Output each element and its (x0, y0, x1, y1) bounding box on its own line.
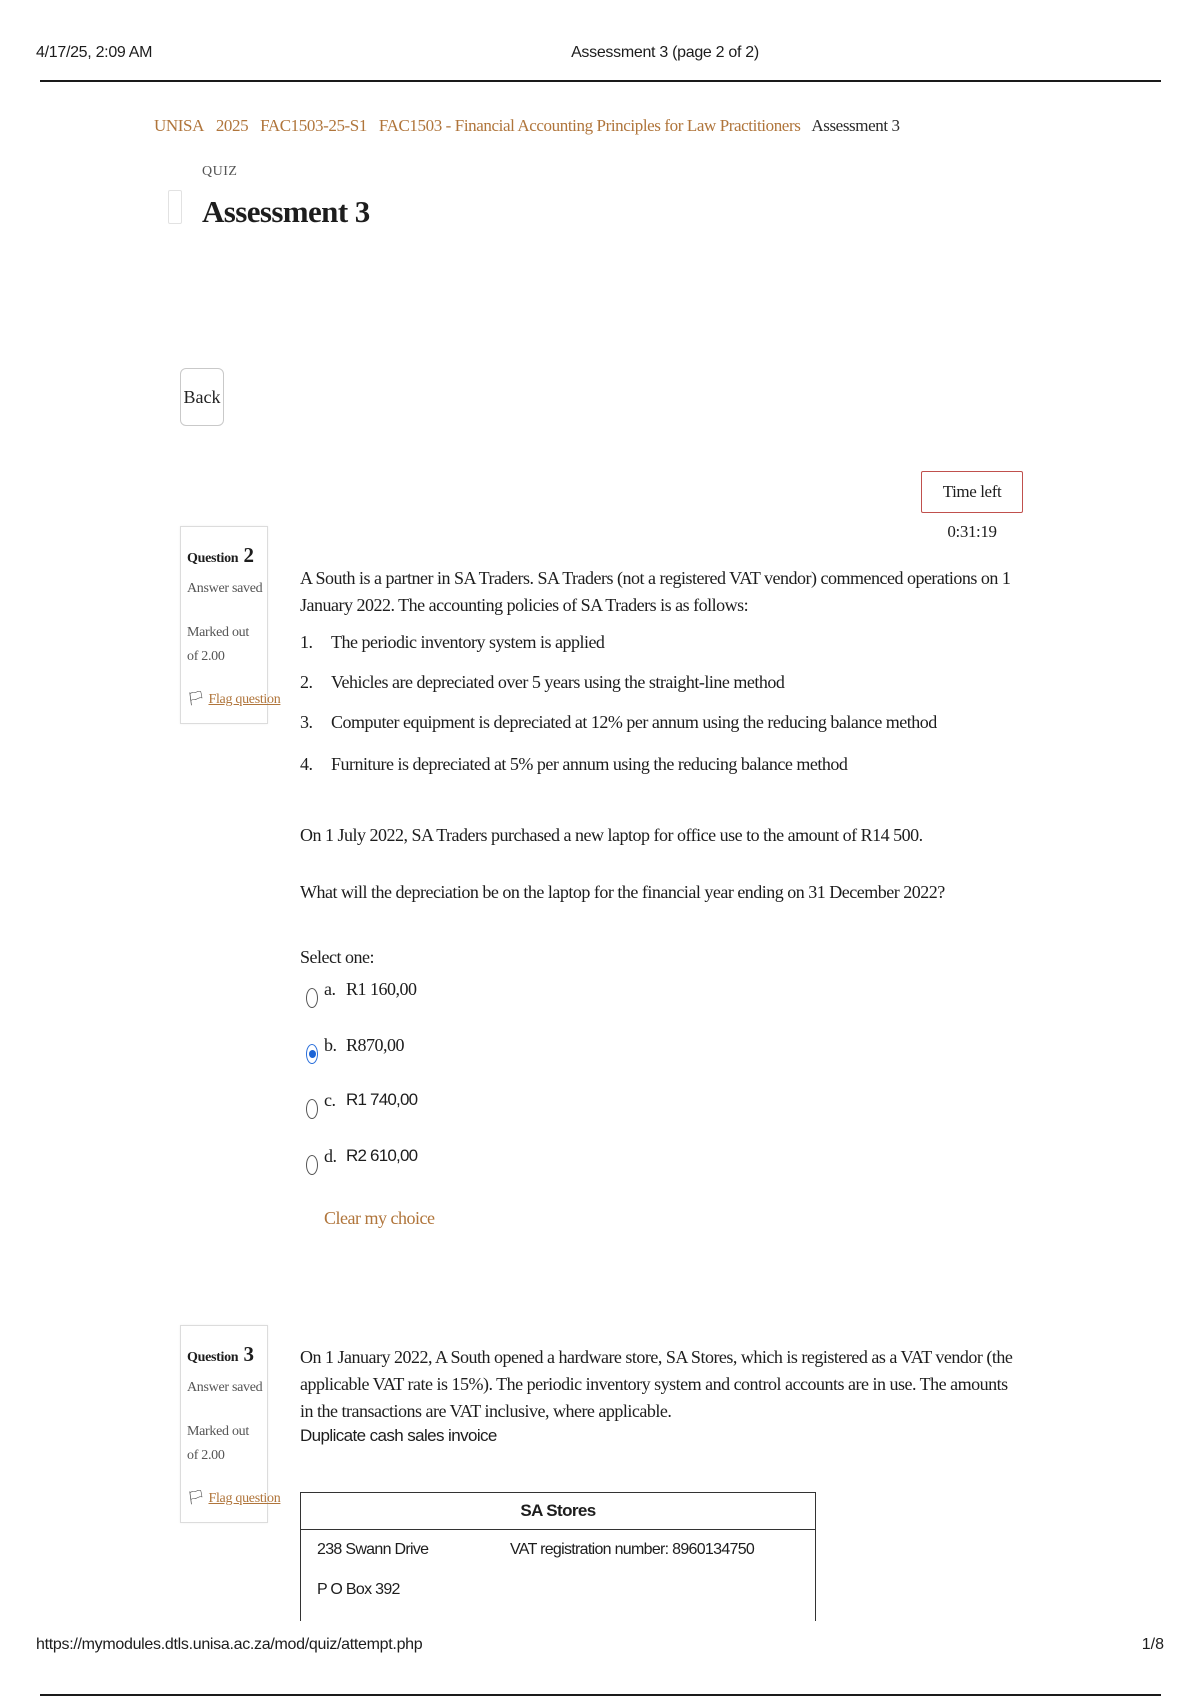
question-grade: Marked out of 2.00 (187, 625, 249, 664)
quiz-timer: Time left 0:31:19 (921, 471, 1023, 513)
option-text: R870,00 (346, 1035, 405, 1055)
question-number: Question 2 (187, 543, 254, 567)
print-page-number: 1/8 (1141, 1636, 1164, 1653)
activity-type-label: QUIZ (202, 164, 238, 179)
question-state: Answer saved (187, 581, 263, 596)
question-scenario: On 1 July 2022, SA Traders purchased a new laptop for office use to the amount of R14 500. (300, 825, 923, 845)
question-intro: A South is a partner in SA Traders. SA Traders (not a registered VAT vendor) commenced operations on 1 January 2022. The accounting policies of SA Traders is as follows: (300, 568, 1011, 615)
breadcrumb-item-unisa[interactable]: UNISA (154, 116, 204, 135)
print-date: 4/17/25, 2:09 AM (36, 44, 153, 61)
invoice-vat-number: VAT registration number: 8960134750 (510, 1541, 755, 1558)
invoice-heading: Duplicate cash sales invoice (300, 1426, 497, 1445)
clear-choice-link[interactable]: Clear my choice (324, 1208, 435, 1228)
list-item: 3. Computer equipment is depreciated at 12% per annum using the reducing balance method (300, 712, 937, 732)
flag-question-link[interactable] (187, 1490, 280, 1507)
flag-question-label[interactable]: Flag question (208, 692, 281, 707)
print-title: Assessment 3 (page 2 of 2) (571, 44, 759, 61)
question-prompt: What will the depreciation be on the laptop for the financial year ending on 31 December 2022? (300, 882, 945, 902)
flag-icon: 🏳︎ (187, 692, 205, 707)
invoice-po-box: P O Box 392 (317, 1581, 400, 1598)
question-number: Question 3 (187, 1342, 254, 1366)
breadcrumb-item-year[interactable]: 2025 (215, 116, 249, 135)
option-text: R2 610,00 (346, 1146, 418, 1165)
invoice-store-name: SA Stores (301, 1493, 815, 1530)
quiz-icon (168, 190, 182, 224)
radio-button-selected[interactable] (306, 1044, 318, 1064)
page-title: Assessment 3 (202, 194, 370, 229)
option-letter: a. (324, 979, 336, 999)
breadcrumb-item-current: Assessment 3 (811, 116, 900, 135)
print-divider-bottom (40, 1694, 1161, 1696)
back-button[interactable]: Back (180, 368, 224, 426)
radio-button[interactable] (306, 988, 318, 1008)
flag-icon: 🏳︎ (187, 1491, 205, 1506)
flag-question-label[interactable]: Flag question (208, 1491, 281, 1506)
select-one-label: Select one: (300, 947, 374, 967)
option-text: R1 740,00 (346, 1090, 418, 1109)
option-text: R1 160,00 (346, 979, 417, 999)
option-letter: c. (324, 1090, 336, 1110)
list-item: 2. Vehicles are depreciated over 5 years using the straight-line method (300, 672, 785, 692)
radio-button[interactable] (306, 1155, 318, 1175)
print-url: https://mymodules.dtls.unisa.ac.za/mod/quiz/attempt.php (36, 1636, 423, 1653)
option-letter: b. (324, 1035, 337, 1055)
question-intro: On 1 January 2022, A South opened a hardware store, SA Stores, which is registered as a VAT vendor (the applicable VAT rate is 15%). The periodic inventory system and control accounts are in use. The amounts in the transactions are VAT inclusive, where applicable. (300, 1347, 1013, 1421)
list-item: 1. The periodic inventory system is applied (300, 632, 605, 652)
question-info-panel (180, 1325, 281, 1523)
question-state: Answer saved (187, 1380, 263, 1395)
invoice-address: 238 Swann Drive (317, 1541, 429, 1558)
option-letter: d. (324, 1146, 337, 1166)
breadcrumb-item-course[interactable]: FAC1503 - Financial Accounting Principles for Law Practitioners (378, 116, 801, 135)
invoice-table (300, 1492, 816, 1621)
breadcrumb (154, 116, 900, 136)
breadcrumb-item-course-code[interactable]: FAC1503-25-S1 (260, 116, 367, 135)
question-info-panel (180, 526, 281, 724)
print-divider-top (40, 80, 1161, 82)
flag-question-link[interactable] (187, 691, 280, 708)
radio-button[interactable] (306, 1099, 318, 1119)
list-item: 4. Furniture is depreciated at 5% per annum using the reducing balance method (300, 754, 848, 774)
question-grade: Marked out of 2.00 (187, 1424, 249, 1463)
